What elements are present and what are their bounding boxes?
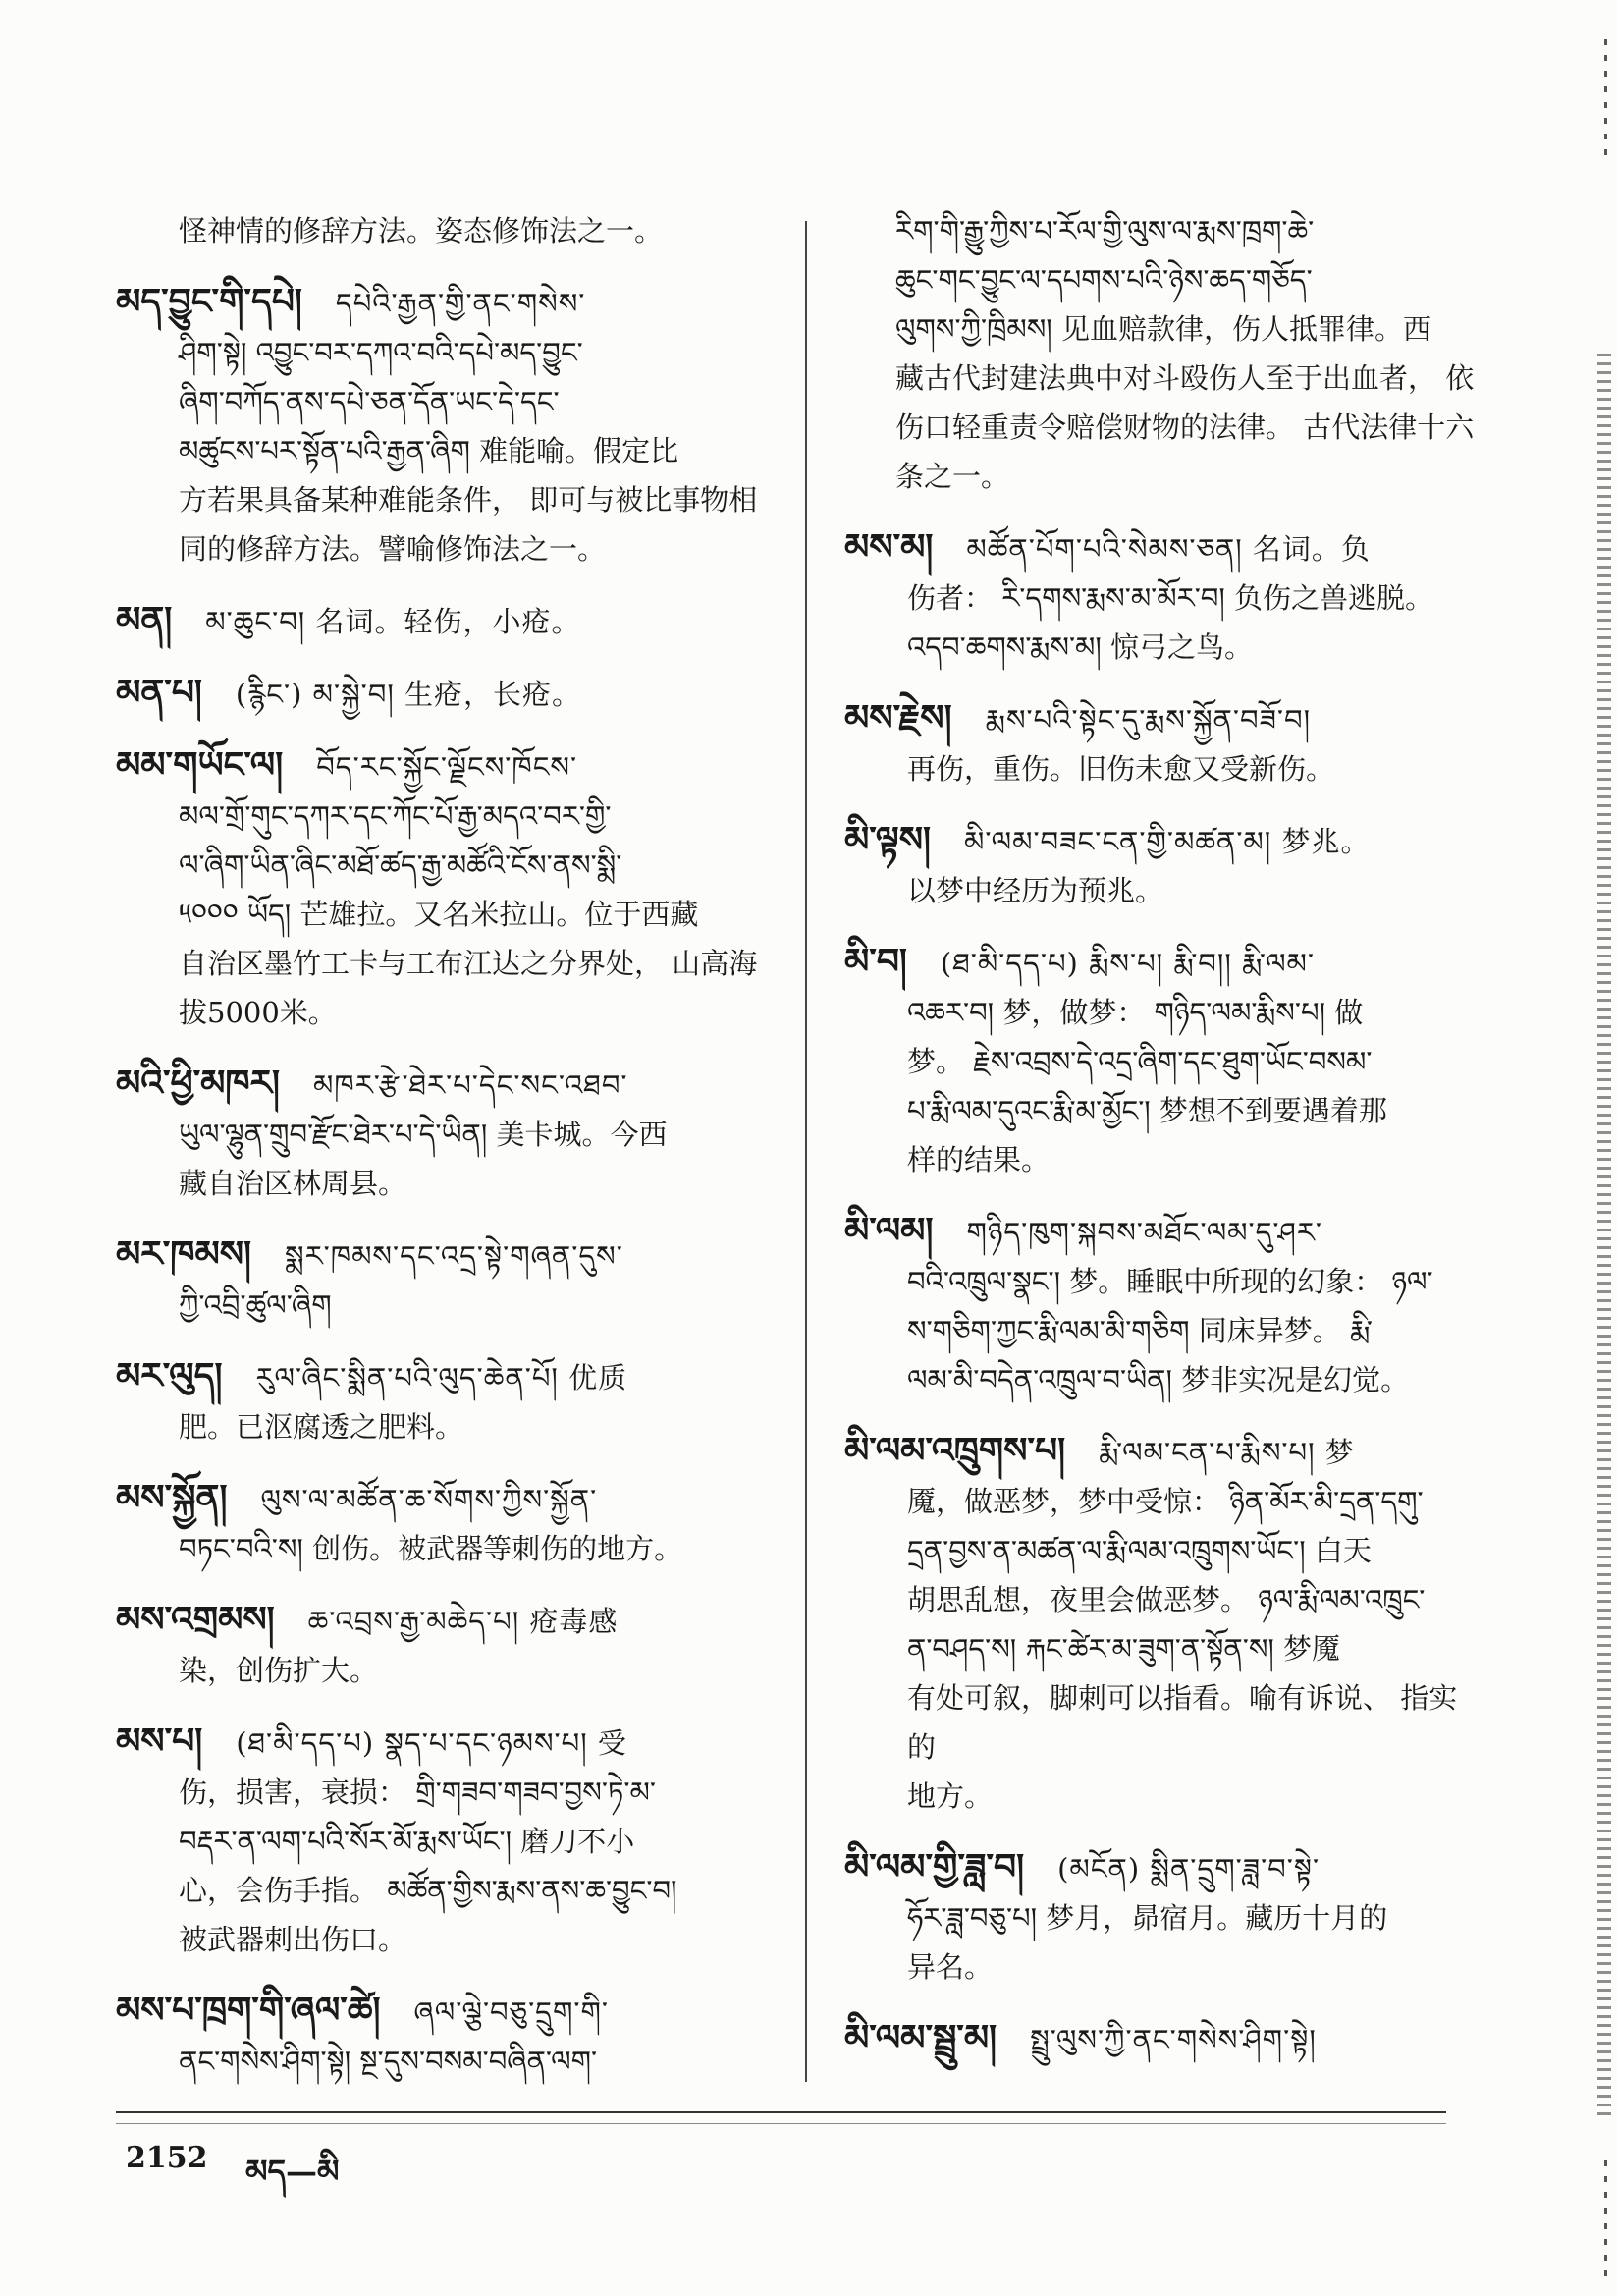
dictionary-entry [116,1473,783,1573]
entry-line-text: སྤྲུ་ལུས་ཀྱི་ནང་གསེས་ཤིག་སྟེ། [1030,2023,1317,2056]
entry-line: ཧོར་ཟླ་བཅུ་པ། 梦月，昴宿月。藏历十月的 [907,1901,1388,1935]
entry-line: ས་གཅིག་ཀྱང་རྨི་ལམ་མི་གཅིག 同床异梦。 རྨི་ [907,1314,1373,1347]
entry-line: 肥。已沤腐透之肥料。 [179,1410,464,1444]
entry-line-text: གཉིད་ཁུག་སྐབས་མཐོང་ལམ་དུ་ཤར་ [966,1216,1322,1249]
entry-line-text: དཔེའི་རྒྱན་གྱི་ནང་གསེས་ [335,287,586,320]
entry-headword: མི་ལྟས། [844,819,932,860]
dictionary-entry [844,522,1482,672]
binding-marks [1597,354,1611,2121]
right-intro-line: 藏古代封建法典中对斗殴伤人至于出血者， 依 [895,361,1475,395]
dictionary-entry [116,1230,783,1330]
entry-line: འདབ་ཆགས་རྨས་མ། 惊弓之鸟。 [907,630,1254,664]
entry-line: མཚུངས་པར་སྟོན་པའི་རྒྱན་ཞིག 难能喻。假定比 [179,434,679,467]
footer-rule-thin [116,2123,1446,2124]
dictionary-entry [116,1717,783,1964]
dictionary-entry [116,1595,783,1695]
entry-first-line [116,1986,783,2037]
entry-headword: མི་ལམ་གྱི་ཟླ་བ། [844,1846,1025,1887]
entry-headword: མར་ཁམས། [116,1233,252,1275]
right-intro-line: 条之一。 [895,460,1010,493]
entry-line-text: རྨི་ལམ་ངན་པ་རྨིས་པ། 梦 [1099,1436,1355,1469]
entry-line-text: ཆ་འབྲས་རྒྱ་མཆེད་པ། 疮毒感 [307,1605,619,1638]
entry-line: ལམ་མི་བདེན་འཁྲུལ་བ་ཡིན། 梦非实况是幻觉。 [907,1363,1410,1396]
entry-line: 再伤，重伤。旧伤未愈又受新伤。 [907,752,1335,786]
right-entries [844,522,1482,2064]
entry-line: 有处可叙，脚刺可以指看。喻有诉说、 指实的 [907,1681,1458,1764]
entry-line: 自治区墨竹工卡与工布江达之分界处， 山高海 [179,947,758,980]
entry-headword: མན་པ། [116,672,202,713]
entry-line-text: ཞལ་ལྕེ་བཅུ་དྲུག་གི་ [413,1995,609,2029]
entry-line-text: མཚོན་པོག་པའི་སེམས་ཅན། 名词。负 [966,532,1371,566]
entry-line: 被武器刺出伤口。 [179,1923,407,1956]
right-intro-line: 伤口轻重责令赔偿财物的法律。 古代法律十六 [895,410,1475,444]
right-column [844,206,1482,2086]
entry-line: 魇，做恶梦，梦中受惊： ཉིན་མོར་མི་དྲན་དགུ་ [907,1485,1424,1518]
entry-line: 伤者： རི་དགས་རྨས་མ་མོར་བ། 负伤之兽逃脱。 [907,581,1434,615]
dictionary-entry [844,1206,1482,1404]
entry-line: 方若果具备某种难能条件， 即可与被比事物相 [179,483,758,517]
entry-first-line [844,1842,1482,1893]
entry-line-text: བོད་རང་སྐྱོང་ལྗོངས་ཁོངས་ [316,750,578,784]
dictionary-entry [116,668,783,719]
dictionary-entry [116,1059,783,1208]
entry-first-line [844,1206,1482,1257]
entry-line: ཤིག་སྟེ། འབྱུང་བར་དཀའ་བའི་དཔེ་མད་བྱུང་ [179,336,583,369]
entry-first-line [116,668,783,719]
dictionary-entry [844,693,1482,793]
entry-line-text: (ཐ་མི་དད་པ) སྣད་པ་དང་ཉམས་པ། 受 [236,1726,627,1760]
binding-marks-bottom [1604,2160,1607,2278]
entry-line-text: མ་ཆུང་བ། 名词。轻伤，小疮。 [205,605,581,638]
entry-line: 拔5000米。 [179,996,337,1029]
entry-line: པ་རྨི་ལམ་དུའང་རྨི་མ་མྱོང་། 梦想不到要遇着那 [907,1094,1387,1127]
entry-line: 样的结果。 [907,1143,1051,1176]
page-range: མད—མི [245,2153,340,2190]
entry-line: 心，会伤手指。 མཚོན་གྱིས་རྨས་ནས་ཆ་བྱུང་བ། [179,1874,677,1907]
entry-line-text: མཁར་རྩེ་ཐེར་པ་དེང་སང་འཐབ་ [313,1068,628,1102]
entry-first-line [116,1059,783,1110]
entry-first-line [844,2013,1482,2064]
entry-line: 同的修辞方法。譬喻修饰法之一。 [179,532,607,566]
entry-line: 胡思乱想，夜里会做恶梦。 ཉལ་རྨི་ལམ་འཁྲུང་ [907,1583,1426,1616]
footer-rule [116,2111,1446,2113]
entry-headword: མམ་གཡོང་ལ། [116,744,284,786]
entry-first-line [844,815,1482,866]
entry-line: མལ་གྲོ་གུང་དཀར་དང་ཀོང་པོ་རྒྱ་མདའ་བར་གྱི་ [179,799,612,833]
dictionary-entry [116,595,783,646]
entry-first-line [116,1717,783,1768]
entry-line-text: མི་ལམ་བཟང་ངན་གྱི་མཚན་མ། 梦兆。 [964,825,1371,858]
dictionary-entry [844,937,1482,1184]
entry-first-line [116,1473,783,1524]
entry-headword: མས་སྐྱོན། [116,1477,228,1518]
left-intro-line: 怪神情的修辞方法。姿态修饰法之一。 [179,214,664,247]
dictionary-entry [116,1986,783,2086]
left-column [116,206,783,2107]
dictionary-entry [116,740,783,1037]
entry-line: ༥༠༠༠ ཡོད། 芒雄拉。又名米拉山。位于西藏 [179,898,699,931]
left-entries [116,277,783,2086]
entry-line: ལ་ཞིག་ཡིན་ཞིང་མཐོ་ཚད་རྒྱ་མཚོའི་ངོས་ནས་སྨི་ [179,848,622,882]
entry-line: བརྡར་ན་ལག་པའི་སོར་མོ་རྨས་ཡོང་། 磨刀不小 [179,1825,635,1858]
right-intro-line: ཆུང་གང་བྱུང་ལ་དཔགས་པའི་ཉེས་ཆད་གཅོད་ [895,263,1313,297]
entry-headword: མས་པ། [116,1721,203,1762]
entry-first-line [116,1230,783,1281]
dictionary-entry [844,815,1482,915]
entry-line-text: (མངོན) སྨིན་དྲུག་ཟླ་བ་སྟེ་ [1057,1852,1321,1886]
entry-line-text: (ཐ་མི་དད་པ) རྨིས་པ། རྨི་བ།། རྨི་ལམ་ [940,947,1316,980]
entry-line: 异名。 [907,1950,994,1984]
entry-first-line [844,693,1482,744]
entry-line: བའི་འཁྲུལ་སྣང་། 梦。睡眠中所现的幻象： ཉལ་ [907,1265,1433,1298]
entry-first-line [116,740,783,792]
right-intro-line: རིག་གི་རྒྱུ་ཀྱིས་པ་རོལ་གྱི་ལུས་ལ་རྨས་ཁྲག་ཆེ་ [895,214,1315,247]
entry-line: 梦。 རྗེས་འབྲས་དེ་འདྲ་ཞིག་དང་ཐུག་ཡོང་བསམ་ [907,1045,1373,1078]
entry-line-text: སྨར་ཁམས་དང་འདྲ་སྟེ་གཞན་དུས་ [285,1239,623,1273]
entry-line: 伤，损害，衰损： གྲི་གཟབ་གཟབ་བྱས་ཏེ་མ་ [179,1776,656,1809]
right-intro [844,206,1482,501]
entry-first-line [116,1351,783,1402]
entry-first-line [116,277,783,328]
dictionary-entry [116,1351,783,1451]
entry-first-line [844,1426,1482,1477]
entry-line: 以梦中经历为预兆。 [907,874,1164,907]
entry-headword: མས་པ་ཁྲག་གི་ཞལ་ཚེ། [116,1990,381,2031]
entry-line-text: (རྙིང་) མ་སྐྱེ་བ། 生疮，长疮。 [235,678,582,711]
binding-marks-top [1604,39,1607,157]
entry-headword: མི་བ། [844,941,907,982]
entry-headword: མས་འགྲམས། [116,1599,275,1640]
right-intro-line: ལུགས་ཀྱི་ཁྲིམས། 见血赔款律，伤人抵罪律。西 [895,312,1431,346]
entry-line: ཞིག་བཀོད་ནས་དཔེ་ཅན་དོན་ཡང་དེ་དང་ [179,385,560,418]
entry-line: དྲན་བྱས་ན་མཚན་ལ་རྨི་ལམ་འཁྲུགས་ཡོང་། 白天 [907,1534,1372,1567]
entry-headword: མད་བྱུང་གི་དཔེ། [116,281,302,322]
entry-headword: མི་ལམ་འཁྲུགས་པ། [844,1430,1066,1471]
entry-first-line [844,522,1482,574]
entry-line-text: ལུས་ལ་མཚོན་ཆ་སོགས་ཀྱིས་སྐྱོན་ [260,1483,598,1516]
dictionary-entry [116,277,783,574]
entry-line: འཆར་བ། 梦，做梦： གཉིད་ལམ་རྨིས་པ། 做 [907,996,1364,1029]
entry-headword: མའི་ཕྱི་མཁར། [116,1063,281,1104]
entry-headword: མི་ལམ། [844,1210,934,1251]
entry-headword: མར་ལུད། [116,1355,223,1396]
entry-headword: མན། [116,599,173,640]
entry-headword: མི་ལམ་སྦྲུ་མ། [844,2017,997,2058]
entry-line: ཡུལ་ལྷུན་གྲུབ་རྫོང་ཐེར་པ་དེ་ཡིན། 美卡城。今西 [179,1118,668,1151]
dictionary-entry [844,2013,1482,2064]
entry-line: ན་བཤད་ས། རྐང་ཚེར་མ་ཟུག་ན་སྟོན་ས། 梦魇 [907,1632,1341,1666]
entry-headword: མས་མ། [844,526,934,568]
dictionary-entry [844,1426,1482,1821]
entry-line: 染，创伤扩大。 [179,1654,379,1687]
entry-first-line [116,595,783,646]
page-number: 2152 [126,2141,208,2175]
entry-headword: མས་རྗེས། [844,697,952,738]
entry-line: ཀྱི་འབྲི་ཚུལ་ཞིག [179,1288,332,1322]
entry-line-text: རུལ་ཞིང་སྨིན་པའི་ལུད་ཆེན་པོ། 优质 [255,1361,628,1394]
entry-line: ནང་གསེས་ཤིག་སྟེ། སྔ་དུས་བསམ་བཞིན་ལག་ [179,2045,598,2078]
column-divider [805,221,807,2082]
entry-line: 藏自治区林周县。 [179,1167,407,1200]
entry-first-line [116,1595,783,1646]
dictionary-entry [844,1842,1482,1992]
entry-line: བཏང་བའི་ས། 创伤。被武器等刺伤的地方。 [179,1532,683,1565]
entry-line-text: རྨས་པའི་སྟེང་དུ་རྨས་སྐྱོན་བཟོ་བ། [985,703,1312,737]
entry-line: 地方。 [907,1779,994,1813]
entry-first-line [844,937,1482,988]
